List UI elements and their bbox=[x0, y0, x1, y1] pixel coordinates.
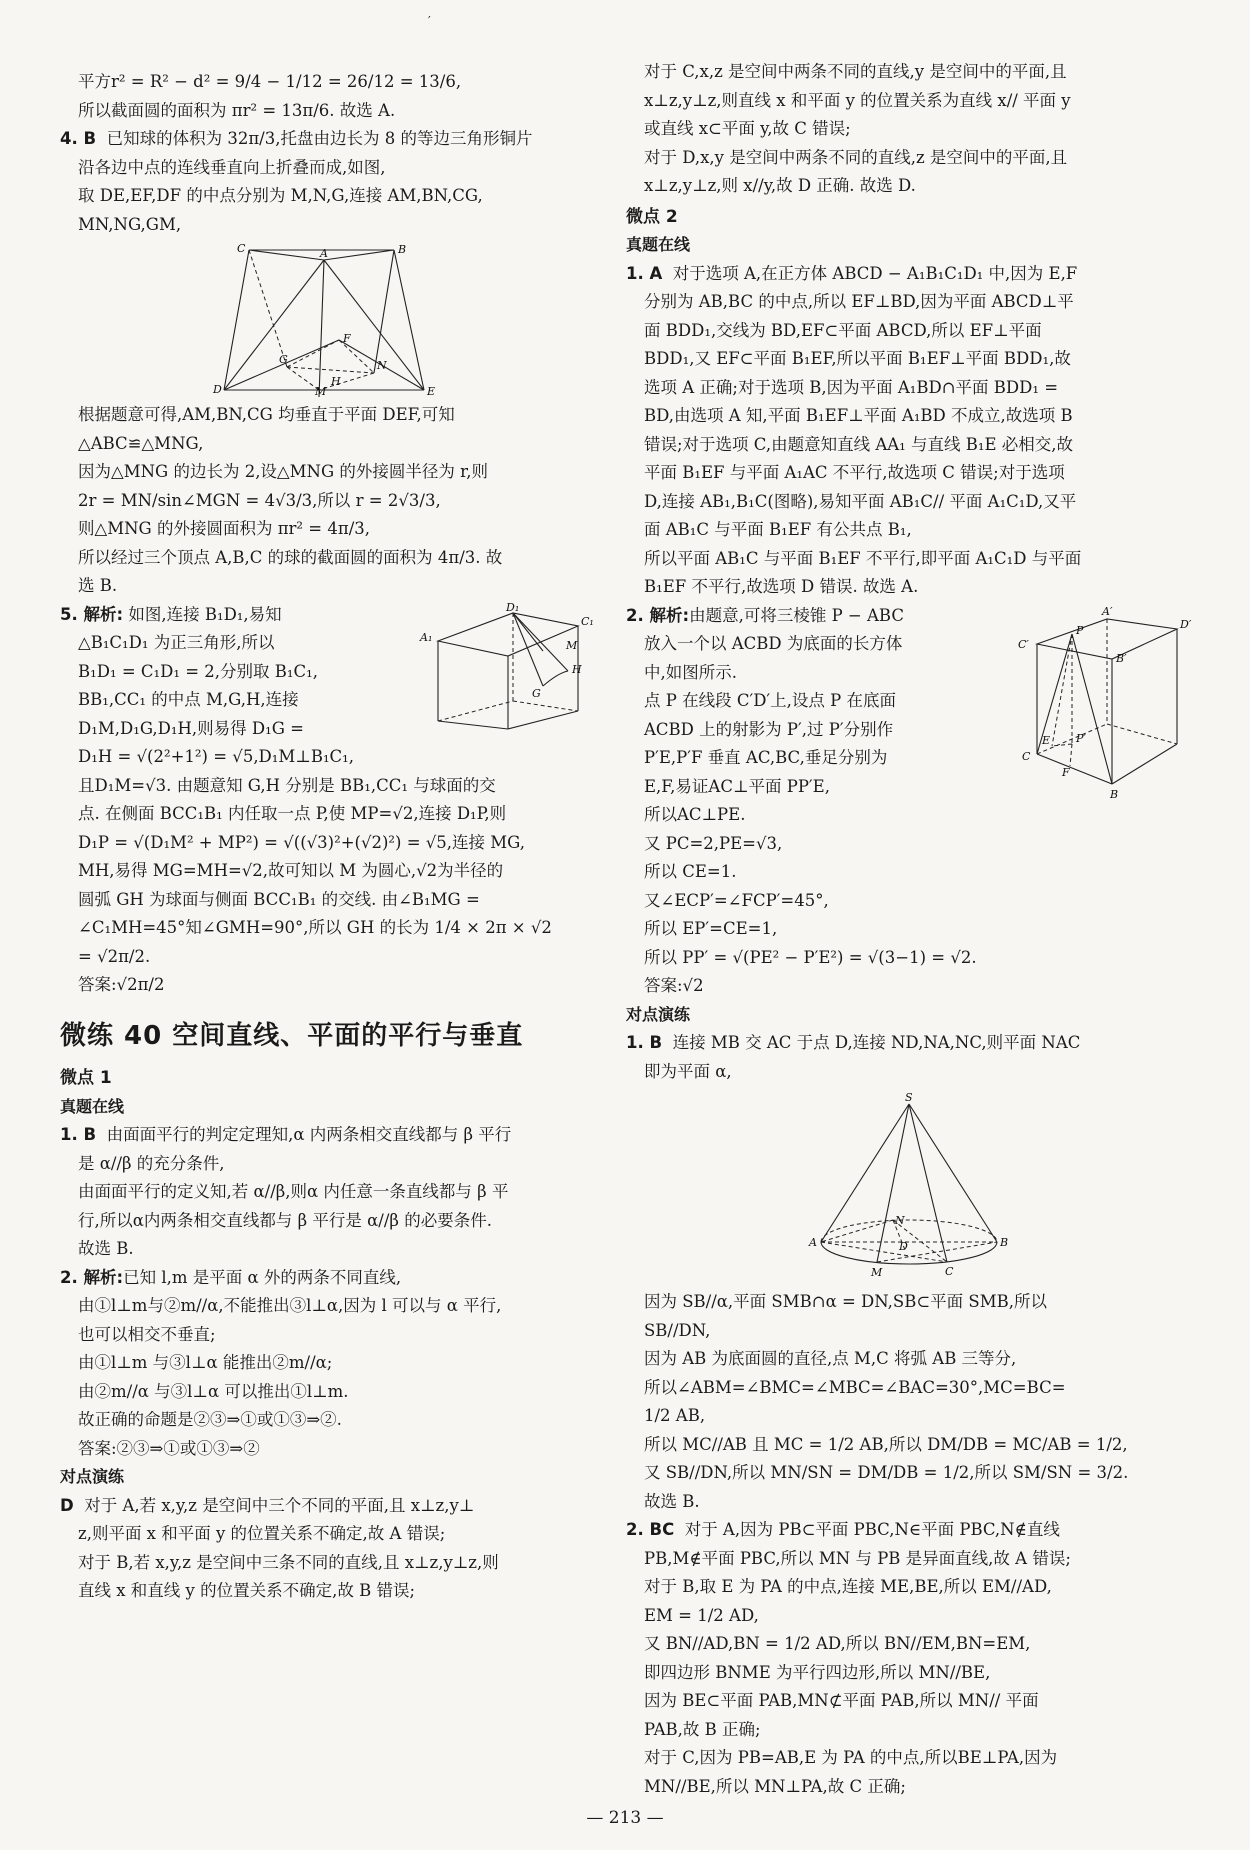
r4-text: 对于 A,因为 PB⊂平面 PBC,N∈平面 PBC,N∉直线 bbox=[684, 1520, 1060, 1539]
cone-label: M bbox=[871, 1266, 883, 1279]
q4-line: 根据题意可得,AM,BN,CG 均垂直于平面 DEF,可知 bbox=[78, 405, 455, 424]
q4-line: 因为△MNG 的边长为 2,设△MNG 的外接圆半径为 r,则 bbox=[78, 462, 488, 481]
p1-line: 故选 B. bbox=[78, 1239, 134, 1258]
d-line bbox=[60, 1492, 608, 1521]
d-line: 对于 B,若 x,y,z 是空间中三条不同的直线,且 x⊥z,y⊥z,则 bbox=[78, 1552, 499, 1572]
r3-line: 因为 AB 为底面圆的直径,点 M,C 将弧 AB 三等分, bbox=[644, 1349, 1017, 1368]
r4-line: EM = 1/2 AD, bbox=[644, 1605, 759, 1625]
r4-line: 对于 C,因为 PB=AB,E 为 PA 的中点,所以BE⊥PA,因为 bbox=[644, 1748, 1058, 1767]
r-top-line: x⊥z,y⊥z,则 x//y,故 D 正确. 故选 D. bbox=[644, 176, 916, 195]
r4-line bbox=[626, 1516, 1192, 1545]
cone-label: B bbox=[1000, 1236, 1009, 1249]
q5-line: ∠C₁MH=45°知∠GMH=90°,所以 GH 的长为 1/4 × 2π × √2 bbox=[78, 918, 552, 937]
r2-block bbox=[626, 602, 1192, 1001]
q5-line: B₁D₁ = C₁D₁ = 2,分别取 B₁C₁, bbox=[78, 661, 319, 681]
section-title: 微练 40 空间直线、平面的平行与垂直 bbox=[60, 1020, 524, 1051]
box-label: B bbox=[1110, 787, 1119, 801]
p2-number: 2. 解析: bbox=[60, 1267, 124, 1287]
tray-label: B bbox=[398, 243, 407, 256]
tray-label: M bbox=[315, 385, 327, 398]
r1-line: 选项 A 正确;对于选项 B,因为平面 A₁BD∩平面 BDD₁ = bbox=[644, 377, 1059, 397]
subsection-label: 真题在线 bbox=[626, 235, 691, 254]
prism-label: H bbox=[572, 662, 582, 676]
r-top-line: 对于 D,x,y 是空间中两条不同的直线,z 是空间中的平面,且 bbox=[644, 147, 1068, 167]
r2-text: 由题意,可将三棱锥 P − ABC bbox=[689, 605, 904, 625]
box-label: P bbox=[1076, 623, 1084, 637]
tray-label: C bbox=[237, 242, 246, 255]
box-label: A′ bbox=[1102, 604, 1113, 618]
q4-line: 则△MNG 的外接圆面积为 πr² = 4π/3, bbox=[78, 519, 370, 538]
r-top-line: x⊥z,y⊥z,则直线 x 和平面 y 的位置关系为直线 x// 平面 y bbox=[644, 90, 1071, 110]
tray-label: A bbox=[320, 247, 328, 260]
p1-line: 由面面平行的定义知,若 α//β,则α 内任意一条直线都与 β 平 bbox=[78, 1182, 509, 1201]
r4-line: MN//BE,所以 MN⊥PA,故 C 正确; bbox=[644, 1776, 906, 1796]
subsection-label: 对点演练 bbox=[60, 1467, 125, 1486]
r3-number: 1. B bbox=[626, 1033, 663, 1052]
r1-line bbox=[626, 260, 1192, 289]
q4-number: 4. B bbox=[60, 129, 97, 148]
r4-line: 因为 BE⊂平面 PAB,MN⊄平面 PAB,所以 MN// 平面 bbox=[644, 1691, 1039, 1710]
q5-line: D₁H = √(2²+1²) = √5,D₁M⊥B₁C₁, bbox=[78, 747, 355, 766]
p1-number: 1. B bbox=[60, 1125, 97, 1144]
r-top-line: 或直线 x⊂平面 y,故 C 错误; bbox=[644, 119, 851, 138]
q5-line: MH,易得 MG=MH=√2,故可知以 M 为圆心,√2为半径的 bbox=[78, 861, 504, 880]
q4-line: 取 DE,EF,DF 的中点分别为 M,N,G,连接 AM,BN,CG, bbox=[78, 186, 483, 205]
r2-line: 又∠ECP′=∠FCP′=45°, bbox=[644, 890, 829, 910]
q5-line: D₁P = √(D₁M² + MP²) = √((√3)²+(√2)²) = √5,连接 MG, bbox=[78, 832, 526, 852]
r2-number: 2. 解析: bbox=[626, 605, 690, 625]
tray-label: N bbox=[377, 359, 387, 372]
r2-line: 又 PC=2,PE=√3, bbox=[644, 833, 783, 853]
q5-number: 5. 解析: bbox=[60, 604, 124, 624]
box-label: F bbox=[1062, 765, 1070, 779]
q5-line: △B₁C₁D₁ 为正三角形,所以 bbox=[78, 633, 275, 652]
cone-label: C bbox=[945, 1265, 954, 1278]
box-label: C′ bbox=[1018, 637, 1029, 651]
tray-label: E bbox=[427, 385, 436, 398]
r2-line: P′E,P′F 垂直 AC,BC,垂足分别为 bbox=[644, 748, 888, 767]
r1-line: BDD₁,又 EF⊂平面 B₁EF,所以平面 B₁EF⊥平面 BDD₁,故 bbox=[644, 349, 1071, 368]
r3-line: 故选 B. bbox=[644, 1491, 700, 1511]
d-number: D bbox=[60, 1495, 74, 1515]
r2-line: E,F,易证AC⊥平面 PP′E, bbox=[644, 776, 830, 796]
r1-line: 分别为 AB,BC 的中点,所以 EF⊥BD,因为平面 ABCD⊥平 bbox=[644, 292, 1074, 311]
r1-line: D,连接 AB₁,B₁C(图略),易知平面 AB₁C// 平面 A₁C₁D,又平 bbox=[644, 491, 1077, 511]
prism-figure bbox=[418, 601, 608, 731]
q5-block bbox=[60, 601, 608, 1000]
q4-line: 2r = MN/sin∠MGN = 4√3/3,所以 r = 2√3/3, bbox=[78, 490, 441, 510]
r4-line: 即四边形 BNME 为平行四边形,所以 MN//BE, bbox=[644, 1662, 991, 1682]
p1-line: 是 α//β 的充分条件, bbox=[78, 1153, 225, 1173]
cone-label: N bbox=[895, 1214, 905, 1227]
r4-line: PAB,故 B 正确; bbox=[644, 1719, 761, 1739]
q4-line: 沿各边中点的连线垂直向上折叠而成,如图, bbox=[78, 157, 386, 177]
q4-line: △ABC≌△MNG, bbox=[78, 433, 204, 453]
r1-text: 对于选项 A,在正方体 ABCD − A₁B₁C₁D₁ 中,因为 E,F bbox=[672, 263, 1078, 283]
cone-label: A bbox=[809, 1236, 817, 1249]
d-line: z,则平面 x 和平面 y 的位置关系不确定,故 A 错误; bbox=[78, 1524, 446, 1543]
r2-line: 所以 CE=1. bbox=[644, 862, 737, 881]
box-label: E bbox=[1042, 733, 1051, 747]
cone-label: S bbox=[905, 1091, 913, 1104]
r2-line: 所以 PP′ = √(PE² − P′E²) = √(3−1) = √2. bbox=[644, 947, 977, 967]
p2-line: 由②m//α 与③l⊥α 可以推出①l⊥m. bbox=[78, 1381, 349, 1401]
q5-line: BB₁,CC₁ 的中点 M,G,H,连接 bbox=[78, 690, 299, 709]
r3-line: 又 SB//DN,所以 MN/SN = DM/DB = 1/2,所以 SM/SN = 3/2. bbox=[644, 1463, 1129, 1482]
r3-line: 所以 MC//AB 且 MC = 1/2 AB,所以 DM/DB = MC/AB = 1/2, bbox=[644, 1434, 1128, 1454]
p2-line: 故正确的命题是②③⇒①或①③⇒②. bbox=[78, 1410, 342, 1429]
r3-line: SB//DN, bbox=[644, 1320, 711, 1340]
d-line: 直线 x 和直线 y 的位置关系不确定,故 B 错误; bbox=[78, 1581, 416, 1600]
r-top-line: 对于 C,x,z 是空间中两条不同的直线,y 是空间中的平面,且 bbox=[644, 62, 1067, 81]
r2-line: 所以AC⊥PE. bbox=[644, 805, 746, 824]
q4-text: 已知球的体积为 32π/3,托盘由边长为 8 的等边三角形铜片 bbox=[106, 129, 533, 148]
q4-line: MN,NG,GM, bbox=[78, 214, 182, 234]
q3-line: 平方r² = R² − d² = 9/4 − 1/12 = 26/12 = 13/6, bbox=[78, 72, 462, 91]
q5-text: 如图,连接 B₁D₁,易知 bbox=[128, 604, 282, 624]
box-label: B′ bbox=[1116, 651, 1127, 665]
r2-line: ACBD 上的射影为 P′,过 P′分别作 bbox=[644, 719, 894, 739]
cone-figure bbox=[809, 1092, 1009, 1282]
r1-line: 面 BDD₁,交线为 BD,EF⊂平面 ABCD,所以 EF⊥平面 bbox=[644, 320, 1042, 340]
q4-line bbox=[60, 125, 608, 154]
r4-line: PB,M∉平面 PBC,所以 MN 与 PB 是异面直线,故 A 错误; bbox=[644, 1548, 1071, 1568]
r1-number: 1. A bbox=[626, 263, 663, 283]
tray-figure bbox=[213, 242, 449, 398]
p2-line: 由①l⊥m 与③l⊥α 能推出②m//α; bbox=[78, 1353, 333, 1372]
r1-line: 错误;对于选项 C,由题意知直线 AA₁ 与直线 B₁E 必相交,故 bbox=[644, 434, 1074, 454]
q5-answer: 答案:√2π/2 bbox=[78, 975, 165, 994]
p2-line: 也可以相交不垂直; bbox=[78, 1324, 216, 1344]
q5-line: 点. 在侧面 BCC₁B₁ 内任取一点 P,使 MP=√2,连接 D₁P,则 bbox=[78, 804, 507, 823]
prism-label: D₁ bbox=[506, 600, 520, 614]
p1-line: 行,所以α内两条相交直线都与 β 平行是 α//β 的必要条件. bbox=[78, 1210, 492, 1230]
r2-line: 中,如图所示. bbox=[644, 662, 737, 682]
d-text: 对于 A,若 x,y,z 是空间中三个不同的平面,且 x⊥z,y⊥ bbox=[84, 1495, 475, 1515]
cone-label: D bbox=[899, 1240, 908, 1253]
p2-line: 由①l⊥m与②m//α,不能推出③l⊥α,因为 l 可以与 α 平行, bbox=[78, 1296, 502, 1315]
r1-line: 面 AB₁C 与平面 B₁EF 有公共点 B₁, bbox=[644, 520, 912, 539]
p2-line bbox=[60, 1264, 608, 1293]
page-number: — 213 — bbox=[586, 1808, 664, 1828]
r2-line: 放入一个以 ACBD 为底面的长方体 bbox=[644, 634, 903, 653]
page-mark: ′ bbox=[428, 14, 431, 28]
tray-label: G bbox=[279, 353, 288, 366]
prism-label: M bbox=[566, 638, 578, 652]
box-label: P′ bbox=[1076, 731, 1086, 745]
r1-line: B₁EF 不平行,故选项 D 错误. 故选 A. bbox=[644, 577, 919, 596]
prism-label: C₁ bbox=[581, 614, 594, 628]
r4-line: 又 BN//AD,BN = 1/2 AD,所以 BN//EM,BN=EM, bbox=[644, 1634, 1031, 1653]
q3-line: 所以截面圆的面积为 πr² = 13π/6. 故选 A. bbox=[78, 100, 396, 120]
subsection-label: 对点演练 bbox=[626, 1004, 691, 1024]
subsection-label: 真题在线 bbox=[60, 1096, 125, 1116]
r1-line: 所以平面 AB₁C 与平面 B₁EF 不平行,即平面 A₁C₁D 与平面 bbox=[644, 548, 1082, 568]
q5-line: = √2π/2. bbox=[78, 946, 151, 966]
p2-text: 已知 l,m 是平面 α 外的两条不同直线, bbox=[123, 1267, 402, 1287]
r3-line: 所以∠ABM=∠BMC=∠MBC=∠BAC=30°,MC=BC= bbox=[644, 1377, 1066, 1397]
q4-line: 选 B. bbox=[78, 576, 118, 595]
box-label: C bbox=[1022, 749, 1031, 763]
q5-line: 圆弧 GH 为球面与侧面 BCC₁B₁ 的交线. 由∠B₁MG = bbox=[78, 889, 480, 909]
r3-line: 1/2 AB, bbox=[644, 1406, 706, 1425]
r2-line: 点 P 在线段 C′D′上,设点 P 在底面 bbox=[644, 691, 897, 710]
prism-label: G bbox=[532, 686, 541, 700]
r4-number: 2. BC bbox=[626, 1520, 675, 1539]
q5-line: D₁M,D₁G,D₁H,则易得 D₁G = bbox=[78, 718, 304, 738]
r1-line: BD,由选项 A 知,平面 B₁EF⊥平面 A₁BD 不成立,故选项 B bbox=[644, 406, 1073, 425]
r2-line: 所以 EP′=CE=1, bbox=[644, 919, 778, 938]
tray-label: D bbox=[213, 383, 222, 396]
right-column bbox=[626, 58, 1192, 1801]
tray-label: F bbox=[343, 332, 351, 345]
r3-line: 因为 SB//α,平面 SMB∩α = DN,SB⊂平面 SMB,所以 bbox=[644, 1292, 1047, 1311]
r4-line: 对于 B,取 E 为 PA 的中点,连接 ME,BE,所以 EM//AD, bbox=[644, 1577, 1052, 1596]
prism-label: A₁ bbox=[420, 630, 433, 644]
q5-line: 且D₁M=√3. 由题意知 G,H 分别是 BB₁,CC₁ 与球面的交 bbox=[78, 775, 496, 795]
r3-line bbox=[626, 1029, 1192, 1058]
r2-answer: 答案:√2 bbox=[644, 976, 704, 995]
subsection-heading: 微点 2 bbox=[626, 206, 678, 227]
r1-line: 平面 B₁EF 与平面 A₁AC 不平行,故选项 C 错误;对于选项 bbox=[644, 463, 1065, 482]
subsection-heading: 微点 1 bbox=[60, 1068, 112, 1088]
tray-label: H bbox=[331, 375, 341, 388]
p2-answer: 答案:②③⇒①或①③⇒② bbox=[78, 1438, 260, 1458]
r3-text: 连接 MB 交 AC 于点 D,连接 ND,NA,NC,则平面 NAC bbox=[672, 1033, 1081, 1052]
r3-line: 即为平面 α, bbox=[644, 1061, 732, 1081]
p1-line bbox=[60, 1121, 608, 1150]
box-figure bbox=[1012, 604, 1192, 814]
p1-text: 由面面平行的判定定理知,α 内两条相交直线都与 β 平行 bbox=[106, 1125, 512, 1144]
left-column bbox=[60, 68, 608, 1606]
box-label: D′ bbox=[1180, 617, 1192, 631]
q4-line: 所以经过三个顶点 A,B,C 的球的截面圆的面积为 4π/3. 故 bbox=[78, 547, 503, 567]
